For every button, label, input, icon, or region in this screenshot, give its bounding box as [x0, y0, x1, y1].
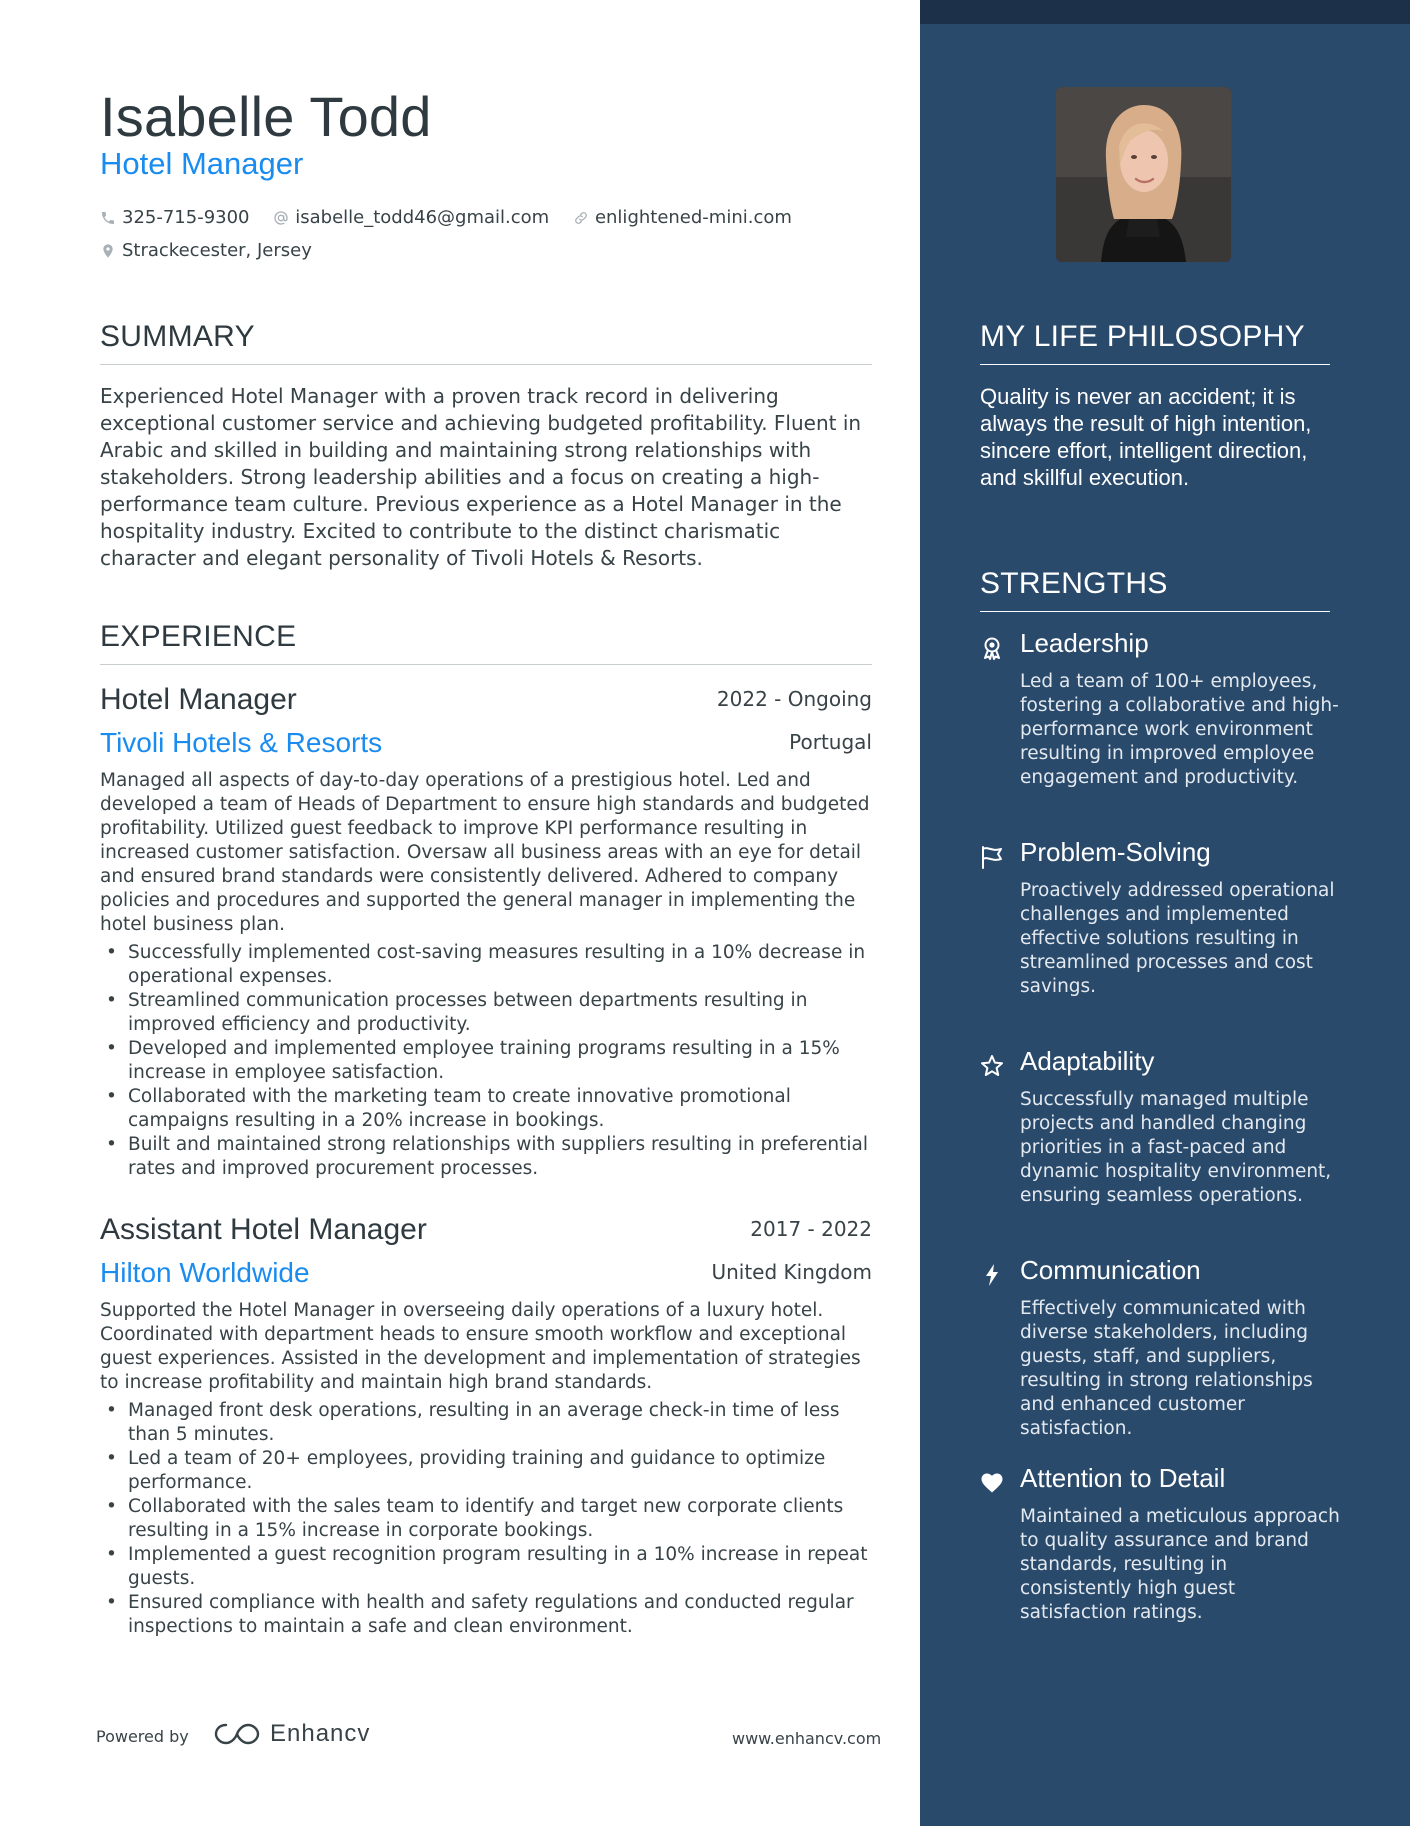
candidate-role: Hotel Manager — [100, 146, 304, 181]
star-icon — [980, 1054, 1004, 1078]
job-location: Portugal — [789, 730, 872, 754]
experience-heading: EXPERIENCE — [100, 620, 872, 665]
job-location: United Kingdom — [711, 1260, 872, 1284]
strength-name: Communication — [1020, 1255, 1201, 1285]
strength-name: Leadership — [1020, 628, 1149, 658]
achievement-item: • Built and maintained strong relationships with suppliers resulting in preferential rates and improved procurement processes. — [100, 1133, 872, 1181]
sidebar — [920, 0, 1410, 1826]
strength-name: Problem-Solving — [1020, 837, 1211, 867]
achievement-item: • Streamlined communication processes between departments resulting in improved efficiency and productivity. — [100, 989, 872, 1037]
achievement-item: • Collaborated with the sales team to identify and target new corporate clients resulting in a 15% increase in corporate bookings. — [100, 1495, 872, 1543]
philosophy-heading: MY LIFE PHILOSOPHY — [980, 320, 1330, 365]
contact-phone[interactable] — [100, 203, 250, 233]
job-company[interactable]: Hilton Worldwide — [100, 1257, 310, 1288]
strength-description: Maintained a meticulous approach to quality assurance and brand standards, resulting in consistently high guest satisfaction ratings. — [1020, 1506, 1340, 1623]
job-title: Hotel Manager — [100, 683, 297, 716]
heart-icon — [980, 1471, 1004, 1495]
strength-description: Led a team of 100+ employees, fostering a collaborative and high-performance work environment resulting in improved employee engagement and productivity. — [1020, 671, 1339, 788]
powered-by-label: Powered by — [96, 1727, 189, 1746]
award-icon — [980, 636, 1004, 660]
achievement-item: • Managed front desk operations, resulting in an average check-in time of less than 5 minutes. — [100, 1399, 872, 1447]
achievement-item: • Successfully implemented cost-saving measures resulting in a 10% decrease in operational expenses. — [100, 941, 872, 989]
achievement-item: • Developed and implemented employee training programs resulting in a 15% increase in employee satisfaction. — [100, 1037, 872, 1085]
strength-name: Adaptability — [1020, 1046, 1155, 1076]
strength-description: Successfully managed multiple projects and handled changing priorities in a fast-paced and dynamic hospitality environment, ensuring seamless operations. — [1020, 1089, 1332, 1206]
strength-description: Proactively addressed operational challenges and implemented effective solutions resulting in streamlined processes and cost savings. — [1020, 880, 1335, 997]
job-company[interactable]: Tivoli Hotels & Resorts — [100, 727, 383, 758]
email-text: isabelle_todd46@gmail.com — [295, 207, 550, 228]
candidate-name: Isabelle Todd — [100, 85, 432, 148]
achievement-item: • Implemented a guest recognition program resulting in a 10% increase in repeat guests. — [100, 1543, 872, 1591]
philosophy-text: Quality is never an accident; it is always the result of high intention, sincere effort, intelligent direction, and skillful execution. — [980, 384, 1312, 490]
strength-name: Attention to Detail — [1020, 1463, 1226, 1493]
experience-entry — [100, 683, 872, 1181]
location-pin-icon — [100, 243, 116, 259]
enhancv-brand: Enhancv — [270, 1720, 371, 1747]
achievement-item: • Led a team of 20+ employees, providing training and guidance to optimize performance. — [100, 1447, 872, 1495]
profile-photo — [1056, 87, 1231, 262]
contact-email[interactable] — [273, 203, 549, 233]
job-date: 2022 - Ongoing — [716, 687, 872, 711]
strength-description: Effectively communicated with diverse stakeholders, including guests, staff, and suppliers, resulting in strong relationships and enhanced customer satisfaction. — [1020, 1298, 1313, 1439]
lightning-icon — [980, 1263, 1004, 1287]
strengths-heading: STRENGTHS — [980, 567, 1330, 612]
contact-location — [100, 236, 312, 266]
job-achievements — [100, 1399, 872, 1639]
location-text: Strackecester, Jersey — [122, 240, 312, 261]
enhancv-logo[interactable] — [214, 1720, 370, 1748]
job-title: Assistant Hotel Manager — [100, 1213, 427, 1246]
phone-icon — [100, 210, 116, 226]
summary-heading: SUMMARY — [100, 320, 872, 365]
website-text: enlightened-mini.com — [594, 207, 792, 228]
flag-icon — [980, 845, 1004, 869]
link-icon — [573, 210, 589, 226]
at-icon — [273, 210, 289, 226]
job-achievements — [100, 941, 872, 1181]
summary-text: Experienced Hotel Manager with a proven track record in delivering exceptional customer service and achieving budgeted profitability. Fluent in Arabic and skilled in building and maintaining strong relationships with stakeholders. Strong leadership abilities and a focus on creating a high-performance team culture. Previous experience as a Hotel Manager in the hospitality industry. Excited to contribute to the distinct charismatic character and elegant personality of Tivoli Hotels & Resorts. — [100, 384, 862, 570]
footer-url[interactable]: www.enhancv.com — [732, 1729, 882, 1748]
contact-info — [100, 203, 880, 269]
job-description: Managed all aspects of day-to-day operations of a prestigious hotel. Led and developed a team of Heads of Department to ensure high standards and budgeted profitability. Utilized guest feedback to improve KPI performance resulting in increased customer satisfaction. Oversaw all business areas with an eye for detail and ensured brand standards were consistently delivered. Adhered to company policies and procedures and supported the general manager in implementing the hotel business plan. — [100, 770, 870, 935]
portrait-illustration — [1056, 87, 1231, 262]
sidebar-top-bar — [920, 0, 1410, 24]
achievement-item: • Ensured compliance with health and safety regulations and conducted regular inspections to maintain a safe and clean environment. — [100, 1591, 872, 1639]
achievement-item: • Collaborated with the marketing team to create innovative promotional campaigns resulting in a 20% increase in bookings. — [100, 1085, 872, 1133]
enhancv-logo-icon — [214, 1721, 260, 1747]
experience-entry — [100, 1213, 872, 1639]
job-description: Supported the Hotel Manager in overseeing daily operations of a luxury hotel. Coordinated with department heads to ensure smooth workflow and exceptional guest experiences. Assisted in the development and implementation of strategies to increase profitability and maintain high brand standards. — [100, 1300, 861, 1393]
phone-text: 325-715-9300 — [122, 207, 250, 228]
contact-website[interactable] — [573, 203, 792, 233]
job-date: 2017 - 2022 — [750, 1217, 872, 1241]
